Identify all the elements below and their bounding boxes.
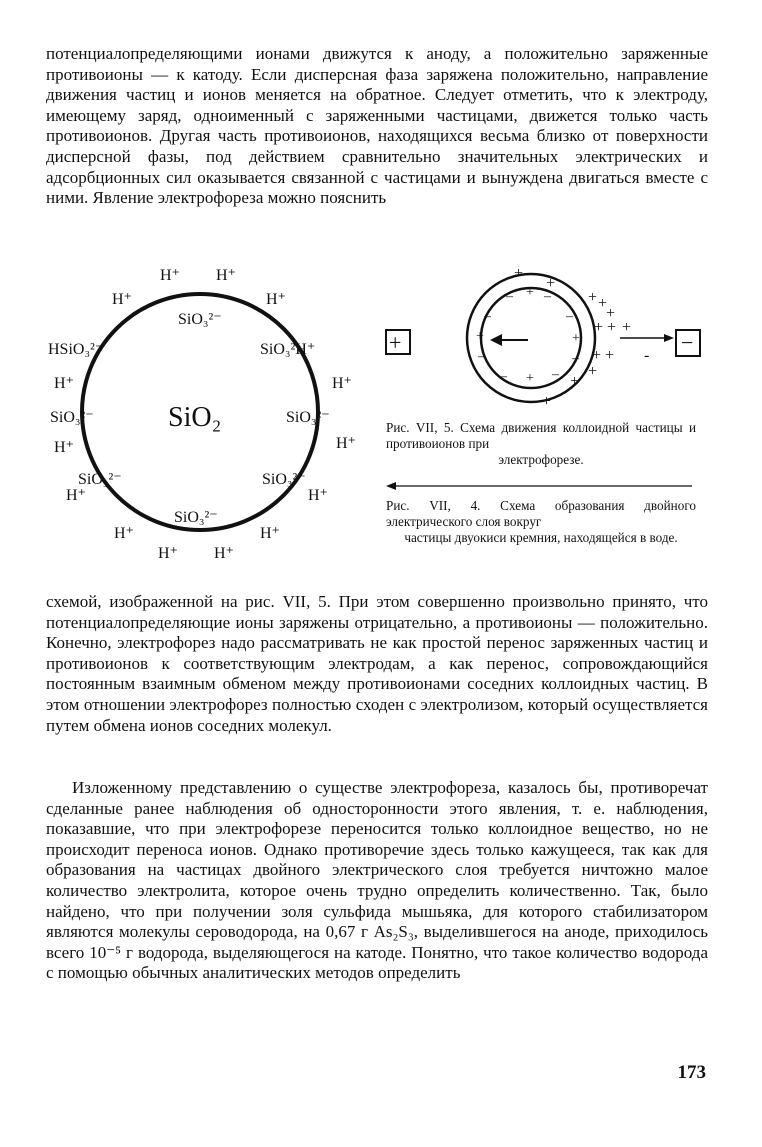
svg-text:–: – xyxy=(544,289,551,304)
ion-h-14: H⁺ xyxy=(214,545,234,562)
ion-h-8: H⁺ xyxy=(336,435,356,452)
figure-75-caption xyxy=(386,420,696,468)
svg-text:+: + xyxy=(526,285,534,300)
body-paragraph-bottom: Изложенному представлению о существе электрофореза, казалось бы, противоречат сделанные ранее наблюдения об односторонности этого явления, т. е. наблюдения, показавшие, что при электрофорезе переносится только коллоидное вещество, но не происходит переноса ионов. Однако противоречие здесь только кажущееся, так как для образования на частицах двойного электрического слоя требуется ничтожно малое количество электролита, которое очень трудно определить количественно. Так, было найдено, что при получении золя сульфида мышьяка, для которого стабилизатором являются молекулы сероводорода, на 0,67 г As₂S₃, выделившегося на аноде, приходилось всего 10⁻⁵ г водорода, выделяющегося на катоде. Понятно, что такое количество водорода с помощью обычных аналитических методов определить xyxy=(46,778,708,983)
svg-text:+: + xyxy=(546,275,556,292)
svg-text:–: – xyxy=(484,309,491,324)
page-number: 173 xyxy=(677,1062,706,1083)
svg-text:+ +: + + xyxy=(592,347,615,364)
svg-text:+: + xyxy=(598,295,608,312)
svg-text:-: - xyxy=(644,347,650,364)
svg-text:–: – xyxy=(552,367,559,382)
ion-h-1: H⁺ xyxy=(160,267,180,284)
svg-text:+: + xyxy=(476,329,484,344)
svg-text:+ +: + + xyxy=(594,319,617,336)
ion-h-4: H⁺ xyxy=(266,291,286,308)
ion-sio3-bottom: SiO₃²⁻ xyxy=(174,509,218,526)
svg-text:–: – xyxy=(572,351,579,366)
body-paragraph-top: потенциалопределяющими ионами движутся к аноду, а положительно заряженные противоионы — к катоду. Если дисперсная фаза заряжена положительно, направление движения частиц и ионов меняется на обратное. Следует отметить, что к электроду, имеющему заряд, одноименный с заряженными частицами, движется только часть противоионов. Другая часть противоионов, находящихся весьма близко от поверхности дисперсной фазы, под действием сравнительно значительных электрических и адсорбционных сил оказывается связанной с частицами и вынуждена двигаться вместе с ними. Явление электрофореза можно пояснить xyxy=(46,44,708,208)
figure-75-caption-line1: Рис. VII, 5. Схема движения коллоидной частицы и противоионов при xyxy=(386,420,696,451)
sio2-center-label: SiO₂ xyxy=(168,402,222,433)
svg-text:+: + xyxy=(514,265,524,282)
figure-74-caption-line2: частицы двуокиси кремния, находящейся в воде. xyxy=(404,530,678,545)
ion-h-12: H⁺ xyxy=(260,525,280,542)
svg-text:+: + xyxy=(588,363,598,380)
ion-sio3-lowerright: SiO₃²⁻ xyxy=(262,471,306,488)
ion-h-10: H⁺ xyxy=(308,487,328,504)
ion-hsio3-left: HSiO₃²⁻ xyxy=(48,341,104,358)
svg-text:+: + xyxy=(606,305,616,322)
ion-sio3h-right: SiO₃²H⁺ xyxy=(260,341,316,358)
svg-text:–: – xyxy=(478,349,485,364)
ion-h-13: H⁺ xyxy=(158,545,178,562)
ion-h-5: H⁺ xyxy=(54,375,74,392)
figure-75-caption-line2: электрофорезе. xyxy=(498,452,584,467)
caption-divider-arrow xyxy=(386,480,696,492)
svg-text:–: – xyxy=(500,369,507,384)
cathode-sign: − xyxy=(681,330,694,355)
figure-electrophoresis xyxy=(376,262,716,412)
figure-sio2-double-layer xyxy=(40,262,380,572)
ion-h-3: H⁺ xyxy=(112,291,132,308)
ion-h-9: H⁺ xyxy=(66,487,86,504)
svg-text:–: – xyxy=(566,309,573,324)
svg-text:+: + xyxy=(526,371,534,386)
ion-sio3-lowerleft: SiO₃²⁻ xyxy=(78,471,122,488)
ion-h-6: H⁺ xyxy=(332,375,352,392)
svg-text:–: – xyxy=(506,289,513,304)
body-paragraph-middle: схемой, изображенной на рис. VII, 5. При этом совершенно произвольно принято, что потенциалопределяющие ионы заряжены отрицательно, а противоионы — положительно. Конечно, электрофорез надо рассматривать не как простой перенос заряженных частиц и противоионов к соответствующим электродам, а как перенос, сопровождающийся постоянным взаимным обменом между противоионами соседних коллоидных частиц. В этом отношении электрофорез полностью сходен с электролизом, который осуществляется путем обмена ионов соседних молекул. xyxy=(46,592,708,735)
anode-sign: + xyxy=(389,330,402,355)
ion-sio3-top: SiO₃²⁻ xyxy=(178,311,222,328)
ion-sio3-right: SiO₃²⁻ xyxy=(286,409,330,426)
svg-text:+: + xyxy=(572,331,580,346)
svg-text:+: + xyxy=(622,319,632,336)
svg-text:+: + xyxy=(570,373,580,390)
svg-text:+: + xyxy=(542,393,552,410)
ion-h-11: H⁺ xyxy=(114,525,134,542)
ion-h-7: H⁺ xyxy=(54,439,74,456)
ion-sio3-left: SiO₃²⁻ xyxy=(50,409,94,426)
svg-text:+: + xyxy=(588,289,598,306)
ion-h-2: H⁺ xyxy=(216,267,236,284)
figure-74-caption-line1: Рис. VII, 4. Схема образования двойного электрического слоя вокруг xyxy=(386,498,696,529)
figure-74-caption xyxy=(386,498,696,546)
